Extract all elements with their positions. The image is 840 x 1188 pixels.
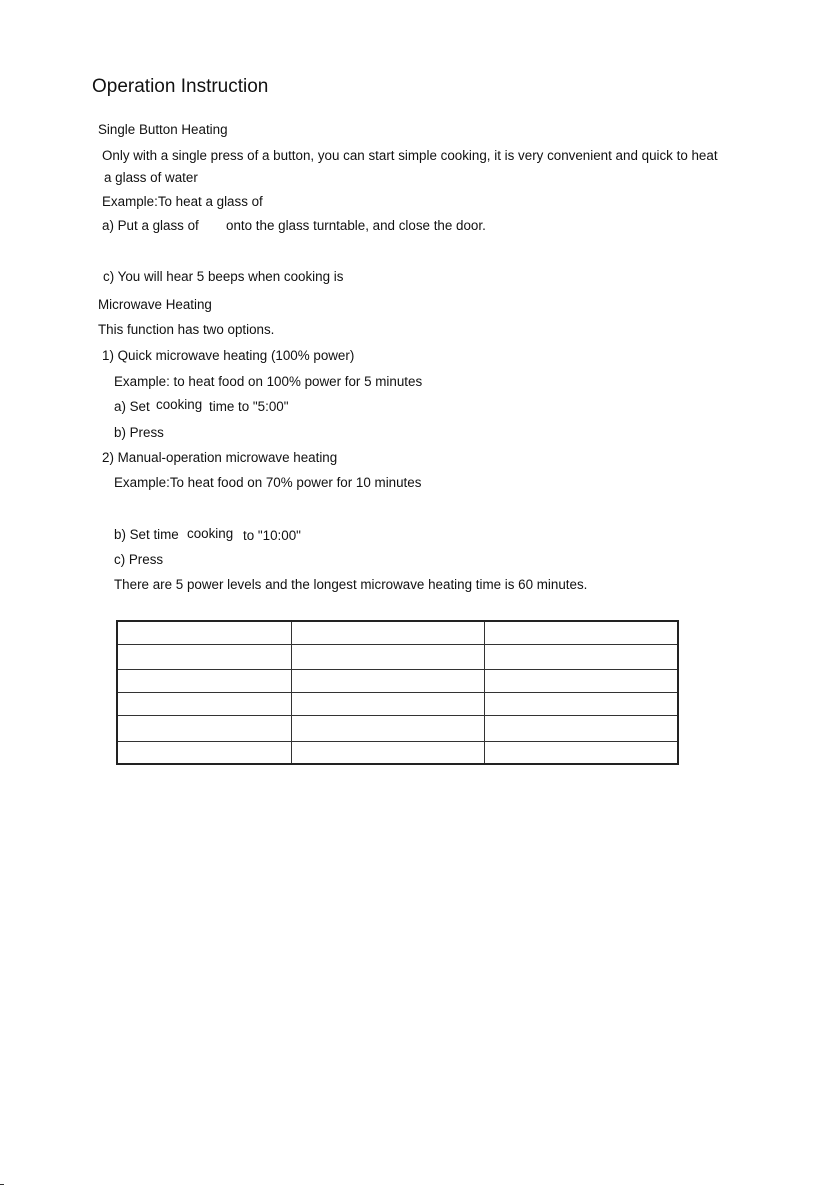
microwave-intro: This function has two options. [98, 322, 275, 337]
option1-step-b: b) Press [114, 425, 164, 440]
table-cell [485, 693, 678, 716]
table-cell [485, 621, 678, 645]
single-button-step-a-prefix: a) Put a glass of [102, 218, 199, 233]
option1-step-a-prefix: a) Set [114, 399, 150, 414]
option2-title: 2) Manual-operation microwave heating [102, 450, 338, 465]
section-heading-single-button: Single Button Heating [98, 122, 228, 137]
table-cell [291, 693, 484, 716]
table-cell [485, 670, 678, 693]
page-corner-mark [0, 1184, 4, 1185]
table-row [117, 645, 678, 670]
option1-title: 1) Quick microwave heating (100% power) [102, 348, 355, 363]
table-row [117, 670, 678, 693]
table-cell [291, 670, 484, 693]
table-cell [117, 693, 291, 716]
table-cell [117, 742, 291, 765]
table-cell [117, 716, 291, 742]
option2-step-b-word: cooking [187, 526, 234, 541]
option2-step-b-prefix: b) Set time [114, 527, 179, 542]
table-cell [291, 716, 484, 742]
power-level-table [116, 620, 679, 765]
option2-step-b-suffix: to "10:00" [243, 528, 301, 543]
single-button-step-c: c) You will hear 5 beeps when cooking is [103, 269, 344, 284]
table-row [117, 742, 678, 765]
single-button-step-a-suffix: onto the glass turntable, and close the door. [226, 218, 486, 233]
table-cell [291, 742, 484, 765]
option2-example: Example:To heat food on 70% power for 10 minutes [114, 475, 422, 490]
table-cell [485, 716, 678, 742]
table-cell [117, 670, 291, 693]
power-levels-note: There are 5 power levels and the longest microwave heating time is 60 minutes. [114, 577, 588, 592]
page-title: Operation Instruction [92, 76, 269, 97]
table-cell [291, 645, 484, 670]
table-cell [117, 645, 291, 670]
table-row [117, 621, 678, 645]
table-cell [117, 621, 291, 645]
option1-step-a-suffix: time to "5:00" [209, 399, 289, 414]
table-cell [291, 621, 484, 645]
table-row [117, 716, 678, 742]
section-heading-microwave: Microwave Heating [98, 297, 212, 312]
option1-step-a-word: cooking [156, 397, 203, 412]
table-cell [485, 742, 678, 765]
option2-step-c: c) Press [114, 552, 164, 567]
table-cell [485, 645, 678, 670]
single-button-intro-line1: Only with a single press of a button, you can start simple cooking, it is very convenient and quick to heat [102, 148, 718, 163]
table-row [117, 693, 678, 716]
single-button-intro-line2: a glass of water [104, 170, 198, 185]
single-button-example: Example:To heat a glass of [102, 194, 263, 209]
option1-example: Example: to heat food on 100% power for 5 minutes [114, 374, 423, 389]
